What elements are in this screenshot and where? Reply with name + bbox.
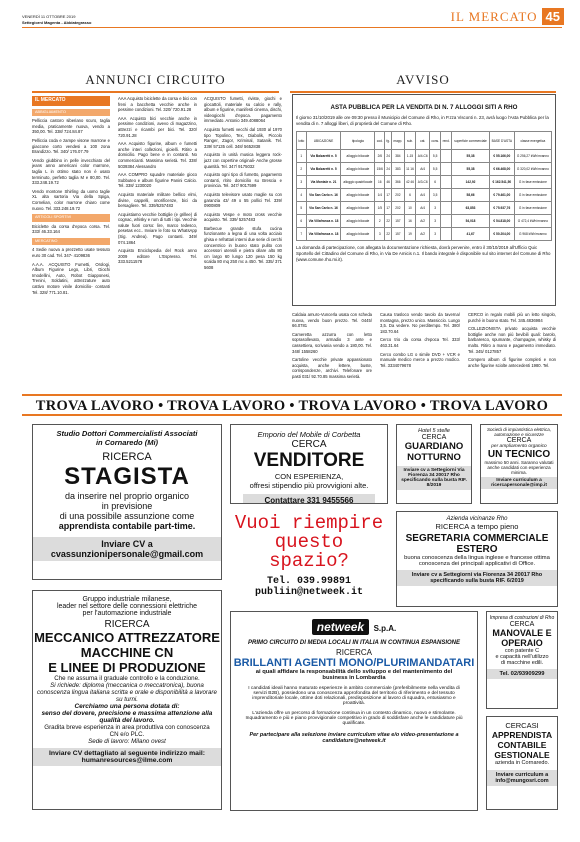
ad-company: Azienda vicinanze Rho — [446, 516, 508, 522]
ad-role: MANOVALE E — [492, 628, 552, 638]
ad-text: Acquisto in unità musica leggera rock- jazz con copertine originali- Anche grosse quantità. Tel. 347/ 9175032 — [204, 152, 282, 169]
ad-company: Hotel 5 stelle — [418, 428, 450, 434]
annunci-col-3 — [204, 96, 282, 274]
asta-col-header: cat. — [416, 132, 430, 150]
table-cell: 11 16 — [404, 163, 416, 176]
ad-cerca: CERCA — [421, 434, 447, 441]
ad-cerca: CERCA — [291, 439, 327, 450]
table-row — [297, 150, 552, 163]
table-cell: alloggio bilocale — [341, 163, 375, 176]
table-row — [297, 163, 552, 176]
ad-role: CONTABILE — [497, 740, 547, 750]
ad-stagista — [32, 424, 222, 580]
ad-text: AAA Acquisto figurine, album e fumetti anche interi collezioni, gioielli. Ritiro a domicilio. Pago bene e in contanti. No commercianti. Massima serietà. Tel. 338/ 5039384 Alessandro — [118, 141, 197, 169]
table-cell: 17 — [385, 202, 392, 215]
ad-contact: Per partecipare alla selezione inviare curriculum vitae e/o video-presentazione a candidature@netweek.it — [249, 732, 459, 744]
asta-col-header: BASE D'ASTA — [489, 132, 514, 150]
ad-text: AAA COMPRO squadre materiale gioco Subbuteo e album figurine Panini Calcio. Tel. 338/ 1230020 — [118, 172, 197, 189]
asta-box — [292, 94, 556, 306]
ad-company: Gruppo industriale milanese, — [82, 596, 172, 603]
annunci-heading — [32, 72, 279, 93]
ad-contact-band: Inviare curriculum a info@mungosri.com — [487, 770, 557, 786]
ad-slogan: spazio? — [269, 550, 349, 572]
annunci-rule — [32, 91, 279, 93]
table-cell: 41,67 — [452, 228, 490, 241]
ad-text: ACQUISTO fumetti, riviste, giochi e giocattoli, materiale su calcio e rally, album e figurine, manifesti cinema, dischi, videogiochi d'epoca. pagamento immediato. Antonio 349.4088064 — [204, 96, 282, 124]
table-cell: 157 — [392, 215, 405, 228]
header-rule — [22, 27, 562, 28]
asta-col-header: cod. — [375, 132, 385, 150]
table-cell: 2 — [375, 215, 385, 228]
ad-text: 4 Sedie nuova a prezzetto usate tessuto euro 30 cad. Tel. 347- 4109836 — [32, 247, 110, 259]
table-cell: A/4 — [416, 163, 430, 176]
table-cell: 15/6 — [375, 163, 385, 176]
table-cell: G 968 kWh/m²anno — [514, 228, 551, 241]
ad-phone[interactable]: Tel. 02/93909299 — [487, 669, 557, 679]
page-header-left — [22, 14, 91, 26]
asta-col-header: tipologia — [341, 132, 375, 150]
ad-text: in previsione — [101, 501, 153, 511]
ad-text: Cerco combo LG o simile DVD + VCR e manuale medico merce a prezzo modico. Tel. 3334079678 — [380, 351, 460, 368]
ad-role: APPRENDISTA — [491, 730, 553, 740]
table-cell: € 54.818,00 — [489, 215, 514, 228]
ad-text: e capacità nell'utilizzo — [495, 654, 549, 660]
ad-text: I candidati ideali hanno maturato esperienze in ambito commerciale (preferibilmente nella vendita di servizi B2B), possiedono una conoscenza approfondita del territorio di riferimento e del tessuto imprenditoriale locale, ottime doti relazionali, predisposizione al lavoro di squadra, entusiasmo e proattività. — [248, 686, 460, 706]
ad-text: da inserire nel proprio organico — [64, 491, 190, 501]
ad-contact-band: Inviare cv a Settegiorni via Fiorenza 34 20017 Rho specificando sulla busta RIF. 6/2019 — [397, 570, 557, 586]
table-cell: 3 — [430, 202, 441, 215]
table-cell: G 472,4 kWh/m²anno — [514, 215, 551, 228]
ad-email[interactable]: cvassunzionipersonale@gmail.com — [50, 549, 204, 559]
table-cell: G 256,27 kWh/m²anno — [514, 150, 551, 163]
table-cell: 22 — [385, 228, 392, 241]
table-cell: 6 — [404, 189, 416, 202]
ad-company: Emporio del Mobile di Corbetta — [257, 430, 361, 439]
ad-company: leader nel settore delle connessioni elettriche — [56, 603, 198, 610]
ad-text: con patente C — [504, 648, 540, 654]
ad-text: Acquisto materiale militare bellico elmi, divise, cappelli, onorificenze, bici da bersagliere. Tel. 339/5257483 — [118, 191, 197, 209]
asta-col-header: fg. — [385, 132, 392, 150]
ad-contact-band: Inviare CV dettagliato al seguente indirizzo mail: humanresources@ilme.com — [33, 748, 221, 766]
table-cell: 3 — [375, 228, 385, 241]
avviso-col-2 — [380, 312, 460, 371]
ad-role: STAGISTA — [64, 463, 190, 490]
ad-contact-label: Inviare CV a — [101, 539, 153, 549]
ad-meccanico — [32, 590, 222, 810]
ad-company: Studio Dottori Commercialisti Associati — [56, 429, 198, 438]
table-cell: A/2 — [416, 215, 430, 228]
ad-contact-band: Inviare cv a Settegiorni Via Fiorenza 34 20017 Rho specificando sulla busta RIF. 8/2019 — [397, 466, 471, 490]
table-cell: 1/4 — [375, 189, 385, 202]
table-cell: 17 — [385, 189, 392, 202]
asta-title: ASTA PUBBLICA PER LA VENDITA DI N. 7 ALLOGGI SITI A RHO — [330, 104, 518, 111]
table-cell — [441, 215, 452, 228]
cat-abbigliamento: ABBIGLIAMENTO — [32, 109, 110, 117]
ad-role: GESTIONALE — [494, 750, 550, 760]
ad-text: azienda in Cornaredo. — [494, 760, 550, 766]
avviso-col-1 — [292, 312, 372, 383]
ad-text: Causa trasloco vendo tavolo da taverna/ montagna, prezzo unico. Massiccio. Lungo 3,5. Da vedere. No perditempo. Tel. 380/ 183.70.64 — [380, 312, 460, 334]
table-cell: 4 — [297, 189, 307, 202]
ad-text: offresi stipendio più provvigioni alte. — [249, 481, 369, 490]
table-cell: 22 — [385, 215, 392, 228]
table-cell: alloggio bilocale — [341, 189, 375, 202]
ad-role: SEGRETARIA COMMERCIALE — [405, 533, 549, 544]
ad-cerca: CERCA — [506, 437, 532, 444]
ad-text: Si richiede: diploma (meccanica o meccatronica), buona conoscenza lingua italiana scritta e orale e disponibilità a lavorare su turni. — [37, 682, 217, 703]
table-cell: 383 — [392, 163, 405, 176]
ad-text: Acquisto fumetti vecchi dal 1930 al 1970 tipo Topolino, Tex, Diabolik, Piccolo Ranger, Zagor, Kriminal, Satanik. Tel. 339/ 57135 cell. 348/ 5652838 — [204, 126, 282, 149]
table-cell: G in fase emissione — [514, 176, 551, 189]
table-cell: Via Balzaretti n. 5 — [306, 150, 341, 163]
asta-col-header: classe energetica — [514, 132, 551, 150]
ad-text: buona conoscenza della lingua inglese e francese ottima conoscenza dei principali applicativi di Office. — [404, 555, 550, 567]
ad-text: Cartoline vecchie private appassionato acquista, anche lettere, buste, corrispondenze, archivi. Telefonare ore pasti 031/ 92.70.85 massima serietà. — [292, 357, 372, 379]
annunci-title: ANNUNCI CIRCUITO — [85, 72, 226, 87]
ad-role: VENDITORE — [253, 450, 365, 471]
table-cell: 2/6 — [375, 150, 385, 163]
header-section: IL MERCATO — [450, 8, 538, 24]
table-cell — [441, 189, 452, 202]
table-cell: 5 — [297, 202, 307, 215]
table-cell: 202 — [392, 189, 405, 202]
table-cell: 46 — [385, 176, 392, 189]
ad-text: di una possibile assunzione come — [59, 511, 195, 521]
ad-role: MACCHINE CN — [80, 645, 174, 660]
table-cell: 202 — [392, 202, 405, 215]
ad-company: PRIMO CIRCUITO DI MEDIA LOCALI IN ITALIA IN CONTINUA ESPANSIONE — [247, 640, 460, 646]
asta-col-header: lotto — [297, 132, 307, 150]
table-cell: 16 — [404, 215, 416, 228]
cat-articoli-sportivi: ARTICOLI SPORTIVI — [32, 214, 110, 222]
ad-role: E LINEE DI PRODUZIONE — [48, 660, 206, 675]
table-cell: 19 — [404, 228, 416, 241]
ad-text: Cerchiamo una persona dotata di: — [74, 703, 180, 710]
table-cell: Via Montale n. 21 — [306, 176, 341, 189]
ad-role: ESTERO — [456, 544, 498, 555]
table-cell: 6 — [430, 176, 441, 189]
ad-text: massimo 50 anni. Saranno valutati anche candidati con esperienza minima. — [484, 460, 554, 475]
header-date: VENERDÌ 11 OTTOBRE 2019 — [22, 14, 76, 19]
netweek-logo: netweek — [312, 619, 369, 635]
ad-role: MECCANICO ATTREZZATORE — [34, 630, 220, 645]
ad-guardiano — [396, 424, 472, 504]
avviso-col-3 — [468, 312, 556, 371]
ad-text: Cerco trio da corsa d'epoca Tel. 333/ 463.31.64 — [380, 337, 460, 348]
table-cell: 3 — [430, 228, 441, 241]
table-row — [297, 215, 552, 228]
asta-col-header: superficie commerciale — [452, 132, 490, 150]
table-cell — [441, 163, 452, 176]
ad-email[interactable]: publiin@netweek.it — [254, 587, 364, 598]
ad-company: per l'automazione industriale — [82, 610, 172, 617]
table-cell: 1-15 — [404, 150, 416, 163]
ad-slogan: Vuoi riempire — [234, 512, 384, 534]
table-cell: 7 — [297, 228, 307, 241]
ad-text: di macchine edili. — [500, 660, 544, 666]
ad-text: Vendo montone Shirling da uomo taglie XL alta sartoria Via della Spiga, Cornelian, color marrone chiaro come nuovo. Tel. 333.248.19.72 — [32, 188, 110, 211]
table-cell: € 162.541,50 — [489, 176, 514, 189]
table-cell — [441, 202, 452, 215]
asta-col-header: cons. — [430, 132, 441, 150]
asta-table — [296, 131, 552, 241]
ad-ricerca: RICERCA a tempo pieno — [435, 522, 519, 531]
ad-location: in Cornaredo (Mi) — [95, 438, 159, 447]
table-row — [297, 228, 552, 241]
asta-table-header — [297, 132, 552, 150]
ad-text: Acquisto ogni tipo di fumetto, pagamento contanti, ritiro domicilio su Brescia e provincia. Tel. 347/ 9017599 — [204, 172, 282, 189]
table-cell: 3,5 — [430, 189, 441, 202]
ad-text: Vendo giubbino in pelle invecchiato del jeans anno americani color marrone, taglia L in ottimo stato non è usato terminuto, perfetto taglia M e 80,00. Tel. 333.248.19.72 — [32, 157, 110, 186]
table-cell: 55,38 — [452, 163, 490, 176]
table-cell: 142,92 — [452, 176, 490, 189]
table-cell: Via San Carlo n. 16 — [306, 189, 341, 202]
avviso-title: AVVISO — [396, 72, 450, 87]
table-cell: 10 — [404, 202, 416, 215]
ad-company: Impresa di costruzioni di Rho — [489, 615, 555, 621]
annunci-col-1 — [32, 96, 110, 298]
ad-text: Acquisto televisore usato maglie su con garanzia 43/ 49 o 55 pollici Tel. 339/ 0900809 — [204, 191, 282, 209]
table-cell — [441, 228, 452, 241]
ad-role: NOTTURNO — [407, 452, 461, 463]
asta-col-header: UBICAZIONE — [306, 132, 341, 150]
ad-text: COLLEZIONISTA privato acquista vecchie bottiglie anche non più bevibili quali: barolo, barbaresco, spumante, champagne, whisky di malto. Ritiro a mano e pagamento immediato. Tel. 345/ 0127857 — [468, 326, 556, 354]
ad-text: Caldaia amuro-Vuncerla usata con scheda nuova, vendo buon prezzo. Tel. 0445/ 66.0781 — [292, 312, 372, 329]
ad-text: Che ne assuma il graduale controllo e la conduzione. — [54, 675, 200, 682]
table-cell: A/4 — [416, 202, 430, 215]
table-cell: 5,5 — [430, 150, 441, 163]
page-number: 45 — [542, 8, 564, 25]
table-cell: G in fase emissione — [514, 189, 551, 202]
ad-role: BRILLANTI AGENTI MONO/PLURIMANDATARI — [233, 657, 475, 669]
asta-col-header: rend. — [441, 132, 452, 150]
ad-ricerca: RICERCA — [335, 648, 372, 657]
table-cell: G 320,02 kWh/m²anno — [514, 163, 551, 176]
table-cell: A/4 — [416, 189, 430, 202]
table-cell: 58,66 — [452, 189, 490, 202]
ad-text: Pelliccia castoro siberiano scuro, taglia media, praticamente nuova, vendo a 350,00. Tel. 338/ 724.84.87 — [32, 118, 110, 135]
ad-company: Società di impiantistica elettrica, automazione e sicurezze — [486, 427, 552, 437]
table-row — [297, 189, 552, 202]
table-cell: € 75.937,76 — [489, 202, 514, 215]
table-row — [297, 176, 552, 189]
ad-text: CON ESPERIENZA, — [274, 472, 344, 481]
table-cell: 2 — [297, 163, 307, 176]
ad-text: Biciclette da corsa d'epoca corsa. Tel. 333/ 46.33.164 — [32, 223, 110, 235]
table-cell: 42 46 — [404, 176, 416, 189]
table-cell: 3 — [430, 215, 441, 228]
table-cell: 1/5 — [375, 202, 385, 215]
ad-text: Cameretta azzurra con letto soprasollevato, armadio 3 ante e cassettiera, scrivania vendo a 180,00. Tel. 348/ 1558260 — [292, 331, 372, 354]
table-cell: 384 — [392, 150, 405, 163]
asta-table-body — [297, 150, 552, 241]
table-cell: A/3-C6 — [416, 176, 430, 189]
ad-role: UN TECNICO — [487, 449, 551, 460]
trova-lavoro-banner: TROVA LAVORO • TROVA LAVORO • TROVA LAVORO • TROVA LAVORO — [22, 394, 562, 416]
ad-tecnico — [480, 424, 558, 504]
table-cell: Via Balzaretti n. 5 — [306, 163, 341, 176]
table-cell: 3 — [297, 176, 307, 189]
table-cell: 54,018 — [452, 215, 490, 228]
table-row — [297, 202, 552, 215]
ad-text: ai quali affidare la responsabilità dello sviluppo e del mantenimento del business in Lombardia — [255, 669, 453, 681]
ad-phone[interactable]: Tel. 039.99891 — [266, 576, 351, 587]
table-cell: 24 — [385, 163, 392, 176]
table-cell: A/2 — [416, 228, 430, 241]
table-cell — [441, 176, 452, 189]
netweek-logo-row — [231, 618, 477, 636]
ad-text: AAA Acquisto biciclette da corsa e bici con freni a bacchetta vecchie anche in pessime condizioni. Tel. 320/ 720.91.28 — [118, 96, 197, 113]
table-cell: 5,5 — [430, 163, 441, 176]
ad-text: AAA Acquisto bici vecchie anche in pessime condizioni, avevo di magazzino, attrezzi e ricambi per bici. Tel. 320/ 720.91.28 — [118, 115, 197, 138]
page-header-right — [451, 8, 564, 25]
table-cell: G in fase emissione — [514, 202, 551, 215]
ad-text: CERCO in regalo mobili più un letto singolo, purché in buono stato. Tel. 345.4836984 — [468, 312, 556, 323]
table-cell: 1 — [297, 150, 307, 163]
table-cell: € 55.166,00 — [489, 150, 514, 163]
asta-col-header: mapp. — [392, 132, 405, 150]
ad-netweek — [230, 611, 478, 811]
table-cell: € 66.468,00 — [489, 163, 514, 176]
netweek-spa: S.p.A. — [373, 624, 397, 633]
ad-text: A.A.A. ACQUISTO Fumetti, Orologi, Album Figurine Lego, Libri, Giochi Imodellini, Auto, Robot Giapponesi, Trenini, Soldatini, attrezzature auto cattivo motore vinile domicilio- contanti Tel. 328/ 771.10.81. — [32, 261, 110, 295]
table-cell: A/4-C6 — [416, 150, 430, 163]
ad-text: Acquisto Enciclopedia del Rock anno 2009 editore L'Espresso. Tel. 333.5211578 — [118, 248, 197, 265]
table-cell: Via San Carlo n. 16 — [306, 202, 341, 215]
ad-cerca: CERCASI — [505, 721, 539, 730]
header-paper: Settegiorni Magenta - Abbiategrasso — [22, 20, 92, 25]
ad-text: L'azienda offre un percorso di formazione continua in un contesto dinamico, nuovo e stimolante. Inquadramento e più e piano provvigionale competitivo in grado di soddisfare anche le candidature più qualificate. — [245, 711, 463, 726]
ad-text: senso del dovere, precisione e massima attenzione alla qualità del lavoro. — [41, 710, 213, 724]
ad-text: Acquistiamo vecchie bottiglie (e grillee) di cognac, whisky e rum di tutti i tipi. Vecchie valute fuori corso: lire, marco tedesco, pesetas ecc.. Inviare le foto su WhatsApp (Sig. Andrea). Pago contanti. 349/ 074.1864 — [118, 211, 197, 245]
table-cell: alloggio bilocale — [341, 228, 375, 241]
table-cell: € 50.204,00 — [489, 228, 514, 241]
table-cell: 24 — [385, 150, 392, 163]
ad-cerca: CERCA — [509, 621, 535, 628]
ad-text: Pelliccia coda e zampe visone marrone e giaccone corto vendesi a 100 zona Brandizzo. Tel. 340/ 176.07.79 — [32, 137, 110, 155]
table-cell: € 79.461,00 — [489, 189, 514, 202]
ad-text: Gradita breve esperienza in area produttiva con conoscenza CN e/o PLC. — [44, 724, 210, 738]
table-cell: alloggio bilocale — [341, 150, 375, 163]
ad-ricerca: RICERCA — [102, 451, 152, 463]
ad-text: Compero album di figurine completi e non anche figurine sciolte antecedenti 1980. Tel. — [468, 357, 556, 368]
avviso-rule — [290, 91, 556, 93]
ad-contact-band — [33, 537, 221, 561]
ad-ricerca: RICERCA — [104, 619, 150, 630]
asta-col-header: sub. — [404, 132, 416, 150]
table-cell: alloggio bilocale — [341, 215, 375, 228]
table-cell: 63,853 — [452, 202, 490, 215]
ad-vuoi-riempire — [230, 510, 388, 598]
table-cell: 157 — [392, 228, 405, 241]
table-cell: Via Villafranca n. 18 — [306, 228, 341, 241]
ad-text: Acquisto Vespe e moto cross vecchie acquisto. Tel. 339/ 5257483 — [204, 211, 282, 223]
ad-role: GUARDIANO — [404, 441, 464, 452]
table-cell: alloggio bilocale — [341, 202, 375, 215]
ad-contact-band: Inviare curriculum a ricercapersonale@imp.it — [481, 477, 557, 489]
ad-apprendista — [486, 716, 558, 810]
table-cell: alloggio quadrilocale — [341, 176, 375, 189]
avviso-heading — [290, 72, 556, 93]
table-cell: 6 — [297, 215, 307, 228]
ad-text: per ampliamento organico — [491, 444, 547, 449]
table-cell — [441, 150, 452, 163]
table-cell: Via Villafranca n. 18 — [306, 215, 341, 228]
ad-role: OPERAIO — [501, 638, 543, 648]
ad-text: apprendista contabile part-time. — [58, 521, 196, 531]
ad-text: Barbecue grande stufa cucina funzionante a legna di una volta acciaio ghisa e refrattari interni due serie di cerchi concentrico in buono stato pulito con accessori utensili e pietra ollare alto 80 cm largo 60 lungo 120 pesa 150 kg scalda 80 mq 250 mc a 450. Tel. 335/ 371 5608 — [204, 225, 282, 271]
ad-phone[interactable]: Contattare 331 9455566 — [243, 494, 375, 504]
ad-manovale — [486, 611, 558, 709]
ad-venditore — [230, 424, 388, 504]
asta-intro: Il giorno 31/10/2019 alle ore 09:30 presso il Municipio del Comune di Rho, in P.zza Visconti n. 23, avrà luogo l'Asta Pubblica per la vendita di n. 7 alloggi liberi, di proprietà del Comune di Rho. — [296, 115, 549, 126]
ad-text: Sede di lavoro: Milano ovest — [88, 738, 166, 745]
table-cell: 55,38 — [452, 150, 490, 163]
mercato-bar: IL MERCATO — [32, 96, 110, 106]
cat-mercatino: MERCATINO — [32, 238, 110, 246]
ad-slogan: questo — [274, 531, 344, 553]
ad-segretaria — [396, 511, 558, 607]
table-cell: 366 — [392, 176, 405, 189]
table-cell: 16 — [375, 176, 385, 189]
asta-footer: La domanda di partecipazione, con allegata la documentazione richiesta, dovrà pervenire, entro il 30/10/2019 all'Ufficio Quic Sportello del Cittadino del Comune di Rho, in Via De Amicis n.1. Il bando integrale è disponibile sul sito internet del Comune di Rho (www.comune.rho.mi.it). — [296, 245, 551, 262]
annunci-col-2 — [118, 96, 197, 268]
